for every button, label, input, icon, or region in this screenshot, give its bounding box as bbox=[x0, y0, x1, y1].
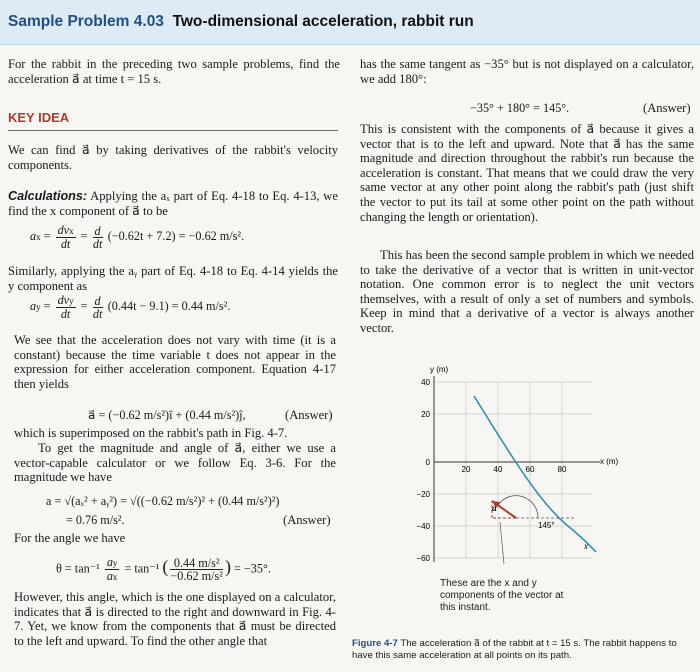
problem-title bbox=[8, 13, 474, 31]
however-paragraph: However, this angle, which is the one displayed on a calculator, indicates that a⃗ is directed to the right and downward in Fig. 4-7. Yet, we know from the components that a⃗ must be directed to the left and upward. To find the other angle that bbox=[14, 590, 336, 648]
equation-theta: θ = tan⁻¹ $\frac{ay}{ax}$ = tan⁻¹ ( $\frac{\text{0.44 m/s²}}{\text{−0.62 m/s²}}$ ) = −35°. bbox=[56, 555, 271, 583]
y-tick-0: 0 bbox=[425, 458, 430, 467]
x-axis-label: x (m) bbox=[600, 457, 619, 466]
figure-caption-text: The acceleration a⃗ of the rabbit at t = 15 s. The rabbit happens to have this same acceleration at all points on its path. bbox=[352, 638, 677, 661]
x-tick-80: 80 bbox=[557, 465, 567, 474]
rabbit-path bbox=[474, 396, 596, 552]
y-tick-neg20: −20 bbox=[416, 490, 430, 499]
equation-ay-result: (0.44t − 9.1) = 0.44 m/s². bbox=[107, 298, 231, 313]
problem-number: Sample Problem 4.03 bbox=[8, 13, 164, 30]
problem-subtitle: Two-dimensional acceleration, rabbit run bbox=[172, 13, 474, 30]
theta-mid: = tan⁻¹ bbox=[124, 561, 160, 576]
answer-label-magnitude: (Answer) bbox=[283, 513, 331, 527]
answer-label-vector: (Answer) bbox=[285, 408, 333, 422]
second-problem-paragraph: This has been the second sample problem in which we needed to take the derivative of a vector that is written in unit-vector notation. One common error is to neglect the unit vectors themselves, with a result of only a set of numbers and symbols. Keep in mind that a derivative of a vector is always another vector. bbox=[360, 248, 694, 335]
theta-denominator: −0.62 m/s² bbox=[170, 569, 223, 583]
equation-vector: a⃗ = (−0.62 m/s²)î + (0.44 m/s²)ĵ, bbox=[88, 408, 246, 422]
grid bbox=[434, 382, 592, 558]
theta-numerator: 0.44 m/s² bbox=[170, 557, 223, 570]
key-idea-heading: KEY IDEA bbox=[8, 110, 70, 125]
constant-paragraph: We see that the acceleration does not vary with time (it is a constant) because the time variable t does not appear in the expression for either acceleration component. Equation 4-17 then yields bbox=[14, 333, 336, 391]
x-mark: x bbox=[584, 541, 588, 551]
calculations-text: Applying the aₓ part of Eq. 4-18 to Eq. 4-13, we find the x component of a⃗ to be bbox=[8, 189, 338, 218]
theta-result: = −35°. bbox=[233, 561, 271, 576]
angle-arc bbox=[498, 496, 538, 518]
y-tick-neg40: −40 bbox=[416, 522, 430, 531]
angle-label: 145° bbox=[538, 521, 555, 530]
calculations-paragraph bbox=[8, 189, 338, 218]
superimposed-text: which is superimposed on the rabbit's path in Fig. 4-7. bbox=[14, 426, 288, 440]
answer-label-angle: (Answer) bbox=[643, 101, 691, 115]
equation-angle: −35° + 180° = 145°. bbox=[470, 101, 570, 115]
y-axis-label: y (m) bbox=[430, 365, 449, 374]
magnitude-intro: To get the magnitude and angle of a⃗, either we use a vector-capable calculator or we follow Eq. 3-6. For the magnitude we have bbox=[14, 441, 336, 485]
figure-caption bbox=[352, 638, 692, 661]
y-tick-40: 40 bbox=[421, 378, 430, 387]
key-idea-rule bbox=[8, 130, 338, 131]
vector-label: a⃗ bbox=[492, 503, 504, 513]
y-tick-neg60: −60 bbox=[416, 554, 430, 563]
figure-caption-label: Figure 4-7 bbox=[352, 638, 398, 649]
equation-ax-result: (−0.62t + 7.2) = −0.62 m/s². bbox=[107, 228, 245, 243]
theta-lhs: θ = tan⁻¹ bbox=[56, 561, 100, 576]
key-idea-text: We can find a⃗ by taking derivatives of the rabbit's velocity components. bbox=[8, 143, 338, 172]
header-banner bbox=[0, 0, 700, 45]
similarly-paragraph: Similarly, applying the aᵧ part of Eq. 4-18 to Eq. 4-14 yields the y component as bbox=[8, 264, 338, 293]
equation-magnitude: a = √(aₓ² + aᵧ²) = √((−0.62 m/s²)² + (0.44 m/s²)²) bbox=[46, 494, 280, 508]
x-tick-60: 60 bbox=[525, 465, 535, 474]
x-tick-40: 40 bbox=[493, 465, 503, 474]
equation-ax: ax = $\frac{\text{dvx}}{dt}$ = $\frac{d}{dt}$ (−0.62t + 7.2) = −0.62 m/s². bbox=[30, 223, 245, 251]
equation-magnitude-result: = 0.76 m/s². bbox=[66, 513, 125, 527]
x-tick-20: 20 bbox=[461, 465, 471, 474]
y-tick-20: 20 bbox=[421, 410, 430, 419]
angle-intro: For the angle we have bbox=[14, 531, 126, 545]
calculations-label: Calculations: bbox=[8, 189, 88, 203]
figure-callout: These are the x and y components of the vector at this instant. bbox=[440, 578, 564, 613]
intro-paragraph: For the rabbit in the preceding two sample problems, find the acceleration a⃗ at time t = 15 s. bbox=[8, 57, 340, 86]
right-continuation: has the same tangent as −35° but is not displayed on a calculator, we add 180°: bbox=[360, 57, 694, 86]
figure-4-7 bbox=[408, 362, 700, 577]
consistent-paragraph: This is consistent with the components of a⃗ because it gives a vector that is to the left and upward. Note that a⃗ has the same magnitude and direction throughout the rabbit's run because the acceleration is constant. That means that we could draw the very same vector at any other point along the rabbit's path (just shift the vector to put its tail at some other point on the path without changing the length or orientation). bbox=[360, 122, 694, 224]
equation-ay: ay = $\frac{\text{dvy}}{dt}$ = $\frac{d}{dt}$ (0.44t − 9.1) = 0.44 m/s². bbox=[30, 293, 231, 321]
